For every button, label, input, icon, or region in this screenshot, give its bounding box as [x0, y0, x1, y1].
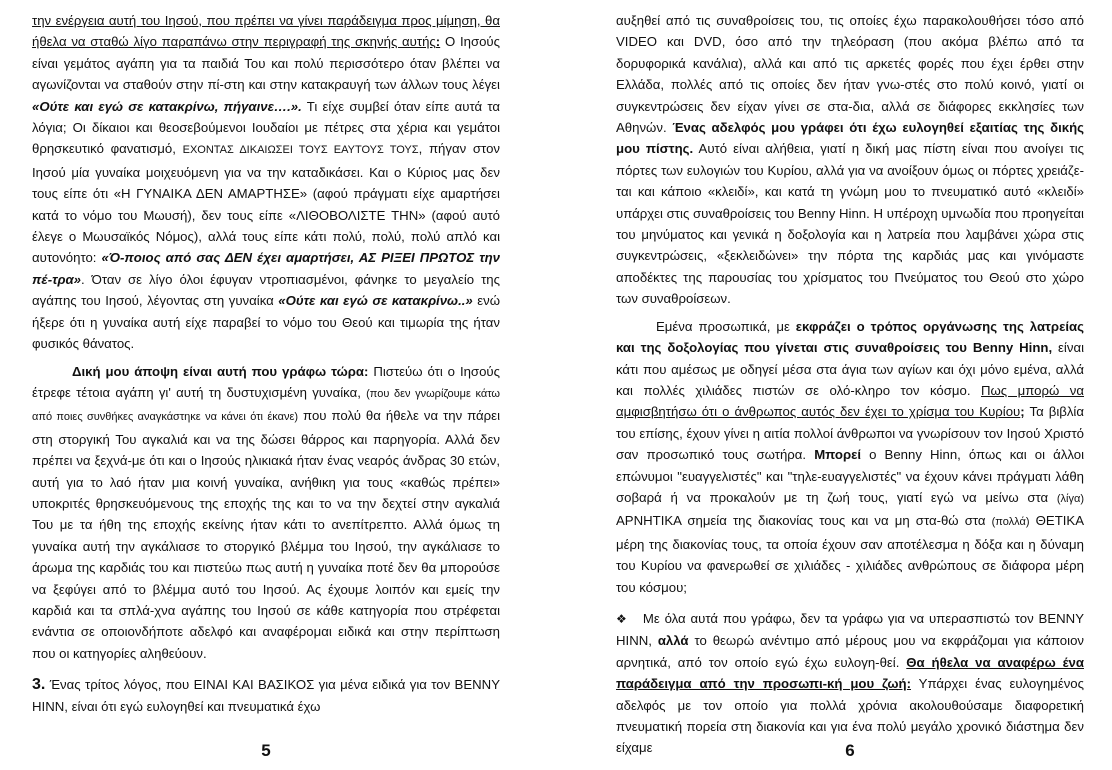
page-number: 5 [261, 741, 271, 760]
left-paragraph-3: 3. Ένας τρίτος λόγος, που ΕΙΝΑΙ ΚΑΙ ΒΑΣΙΚΟΣ για μένα ειδικά για τον BENNY HINN, είναι ότι εγώ ευλογηθεί και πνευματικά έχω [32, 676, 500, 714]
left-paragraph-2: Δική μου άποψη είναι αυτή που γράφω τώρα: Πιστεύω ότι ο Ιησούς έτρεφε τέτοια αγάπη γι' αυτή τη δυστυχισμένη γυναίκα, (που δεν γνωρίζουμε κάτω από ποιες συνθήκες αναγκάστηκε να κάνει ότι έκανε) που πολύ θα ήθελε να την πάρει στη στοργική Του αγκαλιά και να της δώσει θάρρος και παρηγορία. Αλλά δεν πρέπει να ξεχνά-με ότι και ο Ιησούς ηλικιακά ήταν ένας νεαρός άνδρας 30 ετών, αυτή για το λαό ήταν μια κοινή γυναίκα, ανήθικη για τους «καθώς πρέπει» υποκριτές θρησκευόμενους της εποχής της και το να την δεχτεί στην αγκαλιά Του με τα ήθη της εποχής εκείνης ήταν κάτι το ανεπίτρεπτο. Αλλά όμως τη γυναίκα αυτή την αγκάλιασε το στοργικό βλέμμα του Ιησού, την αγκάλιασε το άρωμα της καρδιάς του και πιστεύω πως αυτή η γυναίκα ποτέ δεν θα μπορούσε να ξεφύγει από το βλέμμα αυτό του Ιησού. Ας έχουμε λοιπόν και εμείς την καρδιά και τα σπλά-χνα αγάπης του Ιησού σε κάθε κατηγορία που στρέφεται ενάντια σε οποιονδήποτε αδελφό και αναφέρομαι ειδικά και στην περίπτωση που οι κατηγορίες αληθεύουν. [32, 363, 500, 661]
left-page [32, 10, 500, 764]
underlined-example-heading: Θα ήθελα να αναφέρω ένα παράδειγμα από την προσωπι-κή μου ζωή: [616, 654, 1084, 692]
right-page [616, 10, 1084, 764]
left-paragraph-1: την ενέργεια αυτή του Ιησού, που πρέπει να γίνει παράδειγμα προς μίμηση, θα ήθελα να σταθώ λίγο παραπάνω στην περιγραφή της σκηνής αυτής: Ο Ιησούς είναι γεμάτος αγάπη για τα παιδιά Του και πολύ περισσότερο όταν βλέπει να αγωνίζονται να σταθούν στην πί-στη και στην κατακραυγή των άλλων τους λέγει «Ούτε και εγώ σε κατακρίνω, πήγαινε….». Τι είχε συμβεί όταν είπε αυτά τα λόγια; Οι δίκαιοι και θεοσεβούμενοι Ιουδαίοι με πέτρες στα χέρια και γεμάτοι θρησκευτικό φανατισμό, ΕΧΟΝΤΑΣ ΔΙΚΑΙΩΣΕΙ ΤΟΥΣ ΕΑΥΤΟΥΣ ΤΟΥΣ, πήγαν στον Ιησού μία γυναίκα μοιχευόμενη για να την καταδικάσει. Και ο Κύριος μας δεν τους είπε ότι «Η ΓΥΝΑΙΚΑ ΔΕΝ ΑΜΑΡΤΗΣΕ» (αφού πράγματι είχε αμαρτήσει κατά το νόμο του Μωυσή), δεν τους είπε «ΛΙΘΟΒΟΛΙΣΤΕ ΤΗΝ» (αφού αυτό έλεγε ο Μωυσαϊκός Νόμος), αλλά τους είπε κάτι πολύ, πολύ, πολύ απλό και αυτονόητο: «Ό-ποιος από σας ΔΕΝ έχει αμαρτήσει, ΑΣ ΡΙΞΕΙ ΠΡΩΤΟΣ την πέ-τρα». Όταν σε λίγο όλοι έφυγαν ντροπιασμένοι, φάνηκε το μεγαλείο της αγάπης του Ιησού, λέγοντας στη γυναίκα «Ούτε και εγώ σε κατακρίνω..» ενώ ήξερε ότι η γυναίκα αυτή είχε παραβεί το νόμο του Θεού και τιμωρία της ήταν φυσικός θάνατος. [32, 13, 501, 352]
diamond-bullet-icon: ❖ [616, 611, 627, 626]
page-number: 6 [845, 741, 855, 760]
quote-jesus: «Ούτε και εγώ σε κατακρίνω, πήγαινε….». [32, 98, 302, 114]
point-number: 3. [32, 676, 46, 694]
opinion-heading: Δική μου άποψη είναι αυτή που γράφω τώρα: [72, 363, 369, 379]
right-paragraph-2: Εμένα προσωπικά, με εκφράζει ο τρόπος οργάνωσης της λατρείας και της δοξολογίας που γίνεται στις συναθροίσεις του Benny Hinn, είναι κάτι που αμέσως με οδηγεί μέσα στα άγια των αγίων και όχι μόνο εμένα, αλλά και πολλές χιλιάδες πιστών σε ολό-κληρο τον κόσμο. Πως μπορώ να αμφισβητήσω ότι ο άνθρωπος αυτός δεν έχει το χρίσμα του Κυρίου; Τα βιβλία του επίσης, έχουν γίνει η αιτία πολλοί άνθρωποι να γνωρίσουν τον Ιησού Χριστό σαν προσωπικό τους σωτήρα. Μπορεί ο Benny Hinn, όπως και οι άλλοι επώνυμοι "ευαγγελιστές" και "τηλε-ευαγγελιστές" να έχουν κάνει πράγματι λάθη σοβαρά ή να προκαλούν με τη ζωή τους, γιατί εγώ να μείνω στα (λίγα) ΑΡΝΗΤΙΚΑ σημεία της διακονίας τους και να μη στα-θώ στα (πολλά) ΘΕΤΙΚΑ μέρη της διακονίας τους, τα οποία έχουν σαν αποτέλεσμα η δόξα και η δύναμη του Κυρίου να φανερωθεί σε χιλιάδες - χιλιάδες ανθρώπους σε διάφορα μέρη του κόσμου; [616, 318, 1084, 595]
right-paragraph-1: αυξηθεί από τις συναθροίσεις του, τις οποίες έχω παρακολουθήσει τόσο από VIDEO και DVD, όσο από την τηλεόραση (που ακόμα βλέπω από τα δορυφορικά κανάλια), αλλά και από τις αρκετές φορές που έχει έρθει στην Ελλάδα, πολλές από τις οποίες δεν ήταν γνω-στές στο πολύ κοινό, γιατί οι συγκεντρώσεις δεν είχαν γίνει σε στα-δια, αλλά σε διάφορες εκκλησίες των Αθηνών. Ένας αδελφός μου γράφει ότι έχω ευλογηθεί εξαιτίας της δικής μου πίστης. Αυτό είναι αλήθεια, γιατί η δική μας πίστη είναι που ανοίγει τις πόρτες των ευλογιών του Κυρίου, αλλά για να ανοίξουν όμως οι πόρτες χρειάζε-ται και κάποιο «κλειδί», και κατά τη γνώμη μου το πνευματικό αυτό «κλειδί» υπάρχει στις συναθροίσεις του Benny Hinn. Η υπέροχη υμνωδία που προηγείται του μηνύματος και γενικά η δοξολογία και η λατρεία που λαμβάνει χώρα στις συγκεντρώσεις, «ξεκλειδώνει» την πόρτα της καρδιάς μας και γινόμαστε αποδέκτες της παρουσίας του χρίσματος του Πνεύματος του Θεού στο χώρο των συναθροίσεων. [616, 13, 1084, 307]
underlined-intro: την ενέργεια αυτή του Ιησού, που πρέπει να γίνει παράδειγμα προς μίμηση, θα ήθελα να σταθώ λίγο παραπάνω στην περιγραφή της σκηνής αυτής [32, 13, 500, 50]
brother-statement: Ένας αδελφός μου γράφει ότι έχω ευλογηθεί εξαιτίας της δικής μου πίστης. [616, 120, 1084, 157]
underlined-question: Πως μπορώ να αμφισβητήσω ότι ο άνθρωπος αυτός δεν έχει το χρίσμα του Κυρίου [616, 382, 1084, 420]
quote-first-stone: «Ό-ποιος από σας ΔΕΝ έχει αμαρτήσει, ΑΣ ΡΙΞΕΙ ΠΡΩΤΟΣ την πέ-τρα» [32, 250, 501, 287]
quote-condemn: «Ούτε και εγώ σε κατακρίνω..» [278, 293, 473, 309]
right-paragraph-3: ❖ Με όλα αυτά που γράφω, δεν τα γράφω για να υπερασπιστώ τον BENNY HINN, αλλά το θεωρώ ανέντιμο από μέρους μου να εκφράζομαι για κάποιον αρνητικά, από τον οποίο εγώ έχω ευλογη-θεί. Θα ήθελα να αναφέρω ένα παράδειγμα από την προσωπι-κή μου ζωή: Υπάρχει ένας ευλογημένος αδελφός με τον οποίο για πολλά χρόνια ακολουθούσαμε διαφορετική πνευματική πορεία στη διακονία και για ένα πολύ μεγάλο χρονικό διάστημα δεν είχαμε [616, 610, 1084, 756]
worship-statement: εκφράζει ο τρόπος οργάνωσης της λατρείας και της δοξολογίας που γίνεται στις συναθροίσεις του Benny Hinn, [616, 318, 1084, 356]
